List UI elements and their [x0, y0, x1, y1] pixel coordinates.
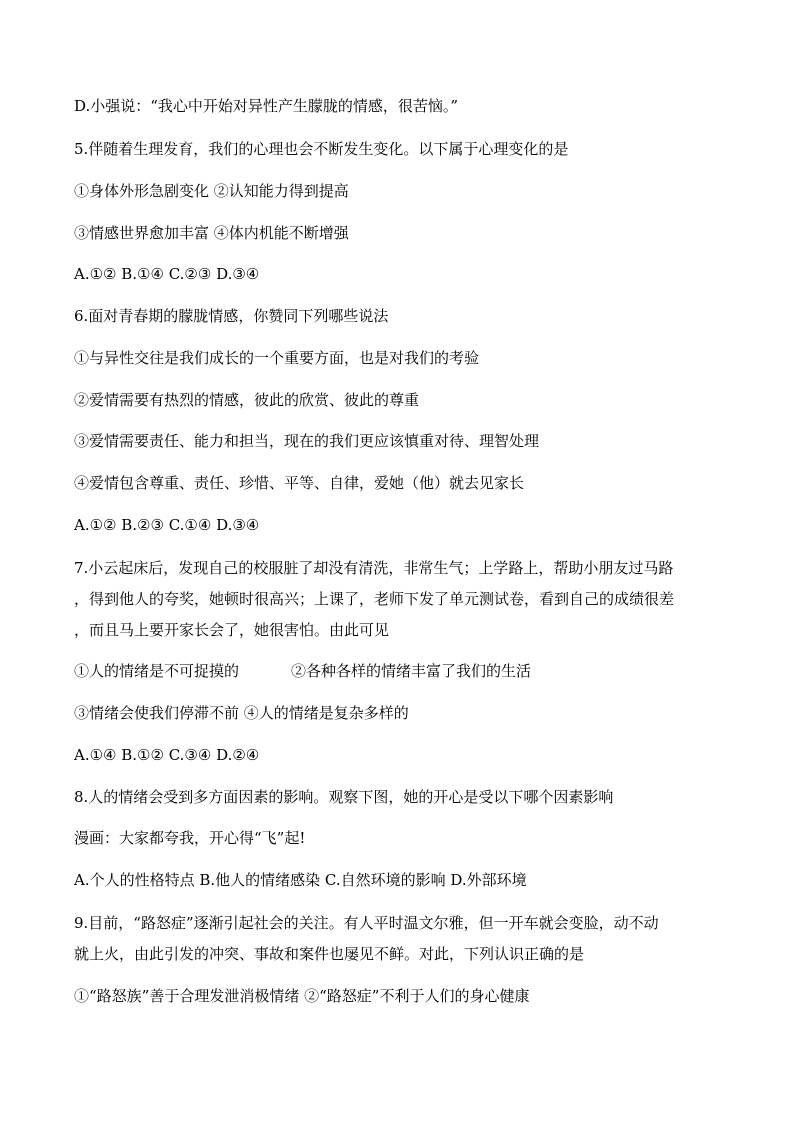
- q6-statement-3: ③爱情需要责任、能力和担当，现在的我们更应该慎重对待、理智处理: [74, 432, 540, 450]
- question-9-line-2: 就上火，由此引发的冲突、事故和案件也屡见不鲜。对此，下列认识正确的是: [74, 945, 585, 963]
- question-7-line-3: ，而且马上要开家长会了，她很害怕。由此可见: [74, 621, 390, 639]
- q8-comic-caption: 漫画：大家都夸我，开心得“飞”起!: [74, 829, 306, 847]
- q5-statements-1-2: ①身体外形急剧变化 ②认知能力得到提高: [74, 182, 349, 200]
- q9-statements-1-2: ①“路怒族”善于合理发泄消极情绪 ②“路怒症”不利于人们的身心健康: [74, 987, 530, 1005]
- q6-statement-2: ②爱情需要有热烈的情感，彼此的欣赏、彼此的尊重: [74, 391, 420, 409]
- question-7-line-2: ，得到他人的夸奖，她顿时很高兴；上课了，老师下发了单元测试卷，看到自己的成绩很差: [74, 590, 675, 608]
- q7-options: A.①④ B.①② C.③④ D.②④: [74, 746, 260, 764]
- q6-options: A.①② B.②③ C.①④ D.③④: [74, 516, 260, 534]
- q7-statement-2: ②各种各样的情绪丰富了我们的生活: [291, 662, 532, 680]
- q6-statement-4: ④爱情包含尊重、责任、珍惜、平等、自律，爱她（他）就去见家长: [74, 474, 525, 492]
- q5-statements-3-4: ③情感世界愈加丰富 ④体内机能不断增强: [74, 224, 349, 242]
- q7-statement-1: ①人的情绪是不可捉摸的: [74, 662, 240, 680]
- q7-statements-3-4: ③情绪会使我们停滞不前 ④人的情绪是复杂多样的: [74, 704, 409, 722]
- option-d-q4: D.小强说：“我心中开始对异性产生朦胧的情感，很苦恼。”: [74, 97, 459, 115]
- question-9-line-1: 9.目前，“路怒症”逐渐引起社会的关注。有人平时温文尔雅，但一开车就会变脸，动不动: [74, 914, 659, 932]
- question-5: 5.伴随着生理发育，我们的心理也会不断发生变化。以下属于心理变化的是: [74, 140, 569, 158]
- question-6: 6.面对青春期的朦胧情感，你赞同下列哪些说法: [74, 307, 389, 325]
- question-7-line-1: 7.小云起床后，发现自己的校服脏了却没有清洗，非常生气；上学路上，帮助小朋友过马路: [74, 559, 674, 577]
- question-8: 8.人的情绪会受到多方面因素的影响。观察下图，她的开心是受以下哪个因素影响: [74, 788, 614, 806]
- q5-options: A.①② B.①④ C.②③ D.③④: [74, 265, 260, 283]
- q8-options: A.个人的性格特点 B.他人的情绪感染 C.自然环境的影响 D.外部环境: [74, 871, 527, 889]
- q6-statement-1: ①与异性交往是我们成长的一个重要方面，也是对我们的考验: [74, 349, 480, 367]
- q7-statements-1-2: [74, 661, 753, 681]
